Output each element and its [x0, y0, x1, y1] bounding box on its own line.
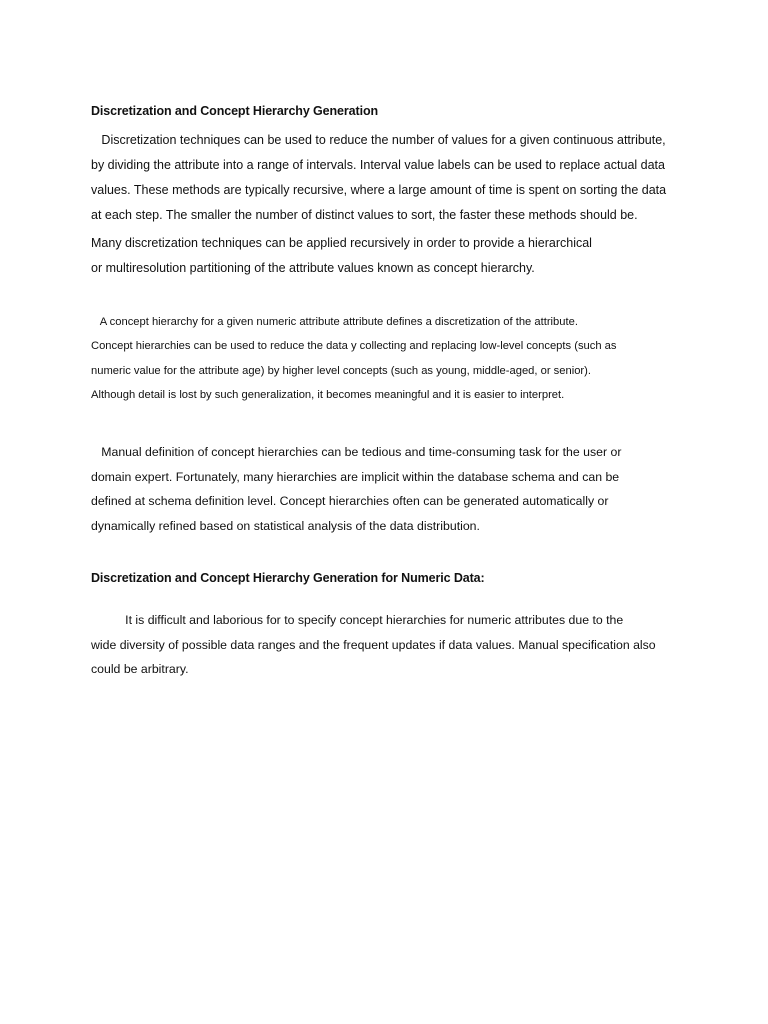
paragraph-line: numeric value for the attribute age) by higher level concepts (such as young, middle-aged, or senior). [91, 364, 591, 377]
paragraph-line: or multiresolution partitioning of the attribute values known as concept hierarchy. [91, 261, 535, 275]
paragraph-line: defined at schema definition level. Concept hierarchies often can be generated automatically or [91, 494, 609, 508]
section-heading: Discretization and Concept Hierarchy Generation for Numeric Data: [91, 571, 485, 585]
paragraph-concept-hierarchy [91, 310, 617, 407]
paragraph-line: domain expert. Fortunately, many hierarchies are implicit within the database schema and can be [91, 469, 620, 484]
paragraph-line: Although detail is lost by such generalization, it becomes meaningful and it is easier to interpret. [91, 388, 565, 401]
paragraph-line: by dividing the attribute into a range of intervals. Interval value labels can be used to replace actual data [91, 158, 665, 172]
paragraph-numeric-data [91, 608, 656, 682]
paragraph-line: Manual definition of concept hierarchies can be tedious and time-consuming task for the user or [91, 445, 622, 459]
paragraph-discretization [91, 128, 666, 228]
paragraph-manual-definition [91, 440, 621, 538]
paragraph-line: A concept hierarchy for a given numeric attribute attribute defines a discretization of the attribute. [91, 316, 578, 328]
paragraph-line: It is difficult and laborious for to specify concept hierarchies for numeric attributes due to the [91, 613, 624, 627]
paragraph-recursive-discretization [91, 231, 592, 281]
section-heading: Discretization and Concept Hierarchy Generation [91, 104, 379, 118]
paragraph-line: Many discretization techniques can be applied recursively in order to provide a hierarchical [91, 236, 592, 250]
paragraph-line: Discretization techniques can be used to reduce the number of values for a given continuous attribute, [91, 133, 666, 147]
paragraph-line: wide diversity of possible data ranges and the frequent updates if data values. Manual specification also [91, 637, 656, 652]
paragraph-line: Concept hierarchies can be used to reduce the data y collecting and replacing low-level concepts (such as [91, 340, 617, 353]
paragraph-line: at each step. The smaller the number of distinct values to sort, the faster these methods should be. [91, 208, 638, 222]
paragraph-line: dynamically refined based on statistical analysis of the data distribution. [91, 518, 480, 533]
paragraph-line: could be arbitrary. [91, 662, 189, 676]
paragraph-line: values. These methods are typically recursive, where a large amount of time is spent on sorting the data [91, 183, 667, 197]
